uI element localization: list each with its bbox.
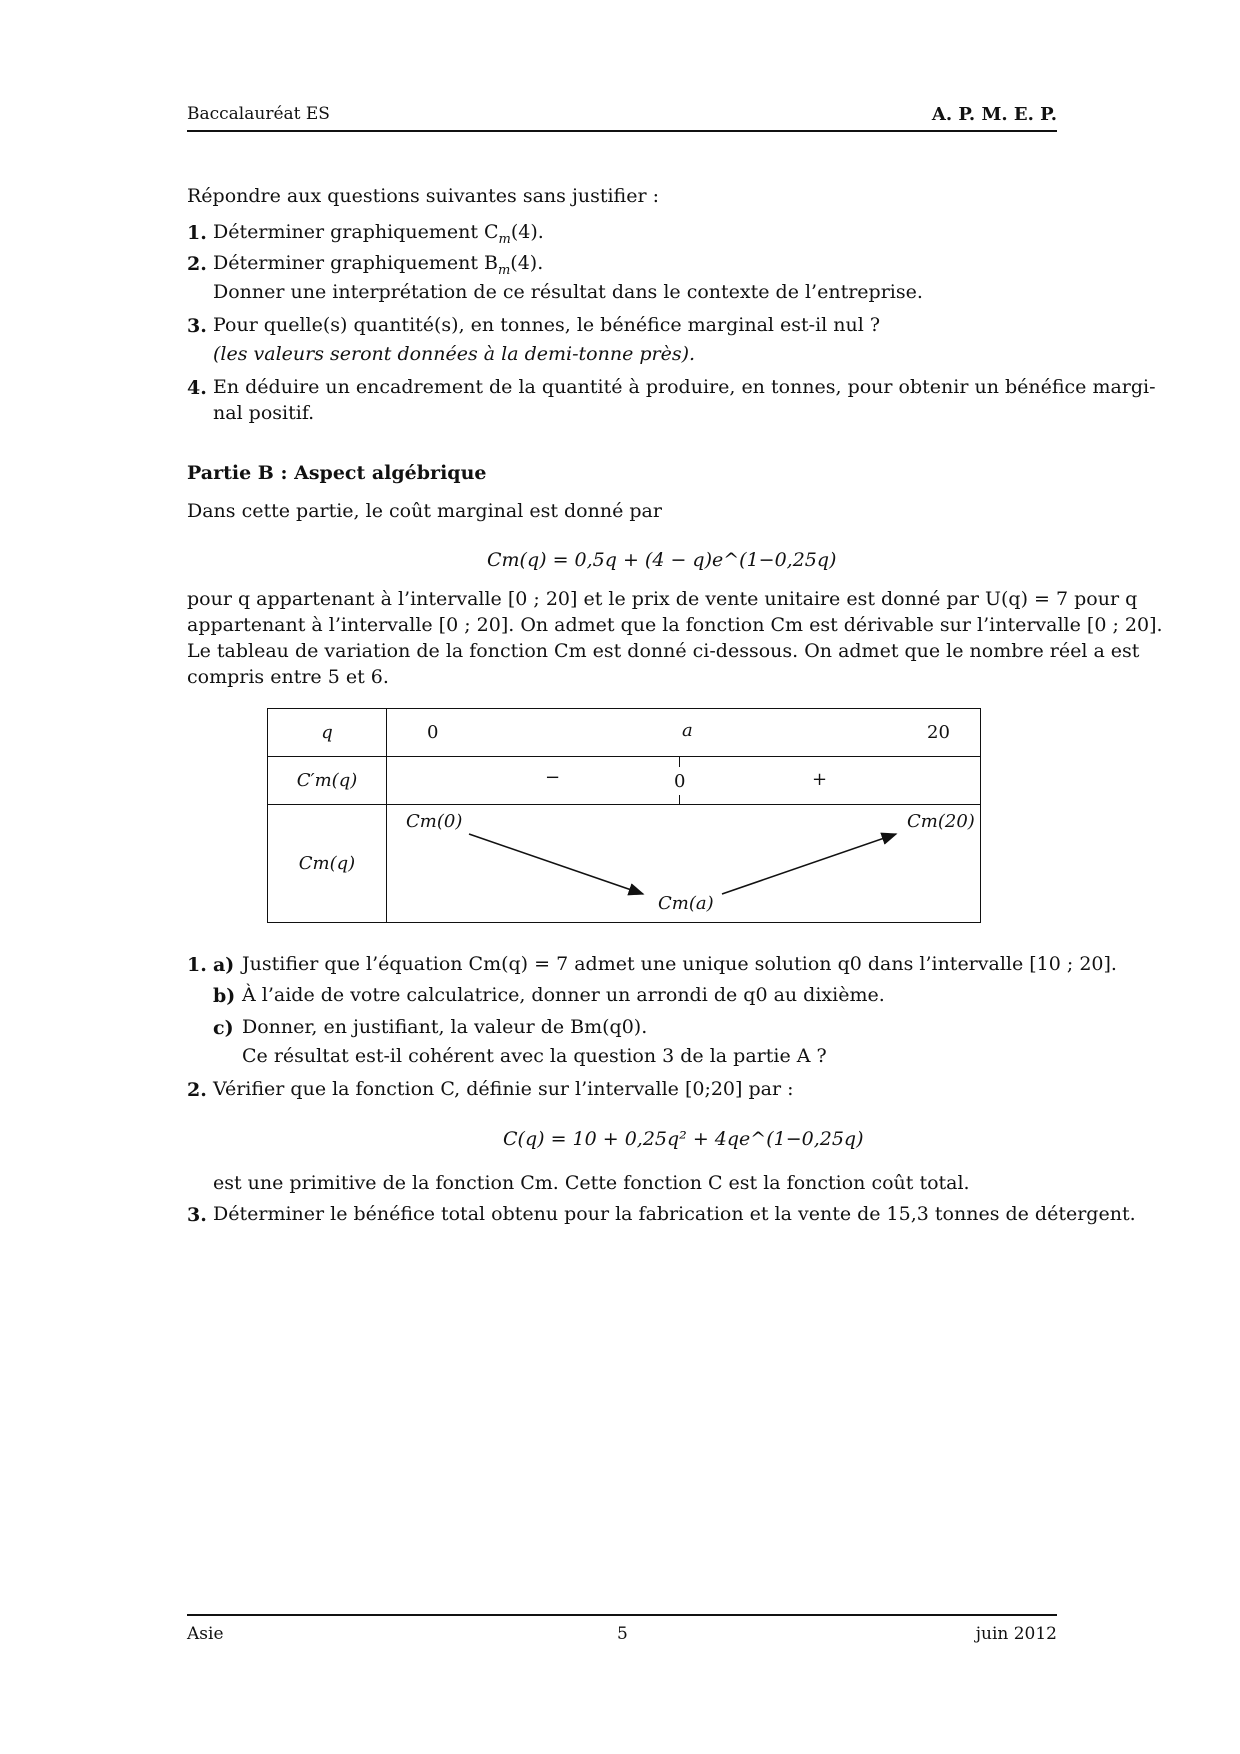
row-q-values	[387, 709, 981, 757]
row-func-label: Cm(q)	[268, 805, 387, 923]
variation-arrows	[387, 805, 981, 923]
partB-para3: Le tableau de variation de la fonction Cm est donné ci-dessous. On admet que le nombre réel a est	[187, 640, 1140, 662]
row-deriv-label: C′m(q)	[268, 757, 387, 805]
q2-number: 2.	[187, 1079, 207, 1101]
footer-page-number: 5	[617, 1624, 628, 1644]
qa4-line2: nal positif.	[213, 402, 315, 424]
tick-top	[679, 757, 682, 767]
row-deriv-values	[387, 757, 981, 805]
x-a: a	[682, 720, 693, 741]
page-footer	[187, 1614, 1057, 1646]
q2-formula: C(q) = 10 + 0,25q² + 4qe^(1−0,25q)	[503, 1128, 864, 1150]
partB-formula: Cm(q) = 0,5q + (4 − q)e^(1−0,25q)	[487, 549, 837, 571]
zero-value: 0	[674, 771, 686, 792]
q1b-label: b)	[213, 985, 236, 1007]
partB-para4: compris entre 5 et 6.	[187, 666, 389, 688]
qa4-number: 4.	[187, 377, 207, 399]
q3-text: Déterminer le bénéfice total obtenu pour la fabrication et la vente de 15,3 tonnes de détergent.	[213, 1203, 1136, 1225]
qa3-line2: (les valeurs seront données à la demi-tonne près).	[213, 343, 696, 365]
value-cm0: Cm(0)	[406, 811, 463, 832]
partB-para1: pour q appartenant à l’intervalle [0 ; 20] et le prix de vente unitaire est donné par U(q) = 7 pour q	[187, 588, 1138, 610]
qa3-number: 3.	[187, 315, 207, 337]
row-q-label: q	[268, 709, 387, 757]
qa2-text: Déterminer graphiquement $B_m(4)$.	[213, 252, 544, 278]
header-left: Baccalauréat ES	[187, 104, 330, 124]
row-func-values	[387, 805, 981, 923]
partB-intro: Dans cette partie, le coût marginal est donné par	[187, 500, 662, 522]
intro-text: Répondre aux questions suivantes sans justifier :	[187, 185, 659, 207]
qa1-number: 1.	[187, 222, 207, 244]
qa2-line2: Donner une interprétation de ce résultat dans le contexte de l’entreprise.	[213, 281, 923, 303]
footer-right: juin 2012	[975, 1624, 1057, 1644]
q1-number: 1.	[187, 954, 207, 976]
q2-after: est une primitive de la fonction Cm. Cette fonction C est la fonction coût total.	[213, 1172, 970, 1194]
sign-plus: +	[812, 769, 828, 790]
qa2-number: 2.	[187, 253, 207, 275]
footer-left: Asie	[187, 1624, 224, 1644]
q1c-text: Donner, en justifiant, la valeur de Bm(q0).	[242, 1016, 648, 1038]
qa4-text: En déduire un encadrement de la quantité à produire, en tonnes, pour obtenir un bénéfice margi-	[213, 376, 1156, 398]
q1c-line2: Ce résultat est-il cohérent avec la question 3 de la partie A ?	[242, 1045, 827, 1067]
x-0: 0	[427, 722, 439, 743]
q1a-text: Justifier que l’équation Cm(q) = 7 admet une unique solution q0 dans l’intervalle [10 ; 20].	[242, 953, 1117, 975]
header-right: A. P. M. E. P.	[931, 104, 1057, 125]
tick-bottom	[679, 795, 682, 805]
q3-number: 3.	[187, 1204, 207, 1226]
partB-title: Partie B : Aspect algébrique	[187, 462, 487, 484]
value-cma: Cm(a)	[658, 893, 714, 914]
q2-text: Vérifier que la fonction C, définie sur l’intervalle [0;20] par :	[213, 1078, 794, 1100]
arrow-down	[469, 834, 643, 894]
q1a-label: a)	[213, 954, 235, 976]
value-cm20: Cm(20)	[907, 811, 975, 832]
variation-table	[267, 708, 981, 923]
sign-minus: −	[545, 767, 561, 788]
q1c-label: c)	[213, 1017, 234, 1039]
partB-para2: appartenant à l’intervalle [0 ; 20]. On admet que la fonction Cm est dérivable sur l’intervalle [0 ; 20].	[187, 614, 1163, 636]
arrow-up	[722, 834, 896, 894]
x-20: 20	[927, 722, 950, 743]
page-header	[187, 104, 1057, 132]
qa1-text: Déterminer graphiquement $C_m(4)$.	[213, 221, 544, 247]
q1b-text: À l’aide de votre calculatrice, donner un arrondi de q0 au dixième.	[242, 984, 885, 1006]
qa3-text: Pour quelle(s) quantité(s), en tonnes, le bénéfice marginal est-il nul ?	[213, 314, 881, 336]
